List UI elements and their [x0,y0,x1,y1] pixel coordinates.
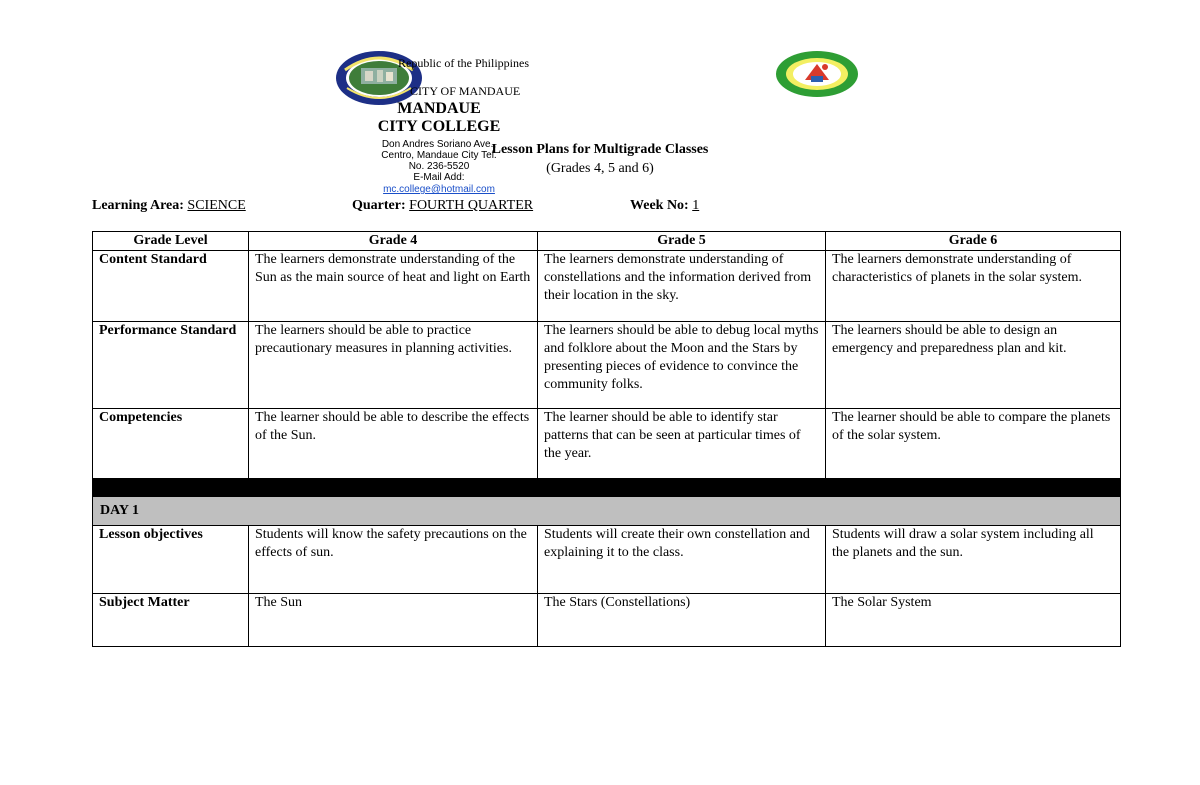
header-grade-6: Grade 6 [826,232,1121,251]
week [630,198,699,214]
table-row [93,251,1121,322]
college-name-line1: MANDAUE [397,100,481,117]
week-value: 1 [692,198,700,213]
divider-bar [93,479,1121,497]
cell-grade-4: The learners should be able to practice precautionary measures in planning activities. [249,322,538,409]
week-label: Week No: [630,198,689,213]
cell-grade-4: The Sun [249,594,538,647]
cell-grade-5: The Stars (Constellations) [538,594,826,647]
row-label-competencies: Competencies [93,409,249,479]
day-row [93,497,1121,526]
header-grade-4: Grade 4 [249,232,538,251]
table-row [93,526,1121,594]
quarter-label: Quarter: [352,198,406,213]
table-row [93,409,1121,479]
cell-grade-6: The learners demonstrate understanding of characteristics of planets in the solar system. [826,251,1121,322]
document-title: Lesson Plans for Multigrade Classes [491,142,709,157]
learning-area-value: SCIENCE [187,198,246,213]
row-label-content-standard: Content Standard [93,251,249,322]
lesson-plan-table [92,231,1121,647]
cell-grade-5: The learner should be able to identify star patterns that can be seen at particular times of the year. [538,409,826,479]
address-line2: Centro, Mandaue City Tel. [381,150,497,161]
table-row [93,594,1121,647]
cell-grade-4: The learners demonstrate understanding of the Sun as the main source of heat and light on Earth [249,251,538,322]
header-grade-level: Grade Level [93,232,249,251]
college-name [330,100,548,136]
row-label-performance-standard: Performance Standard [93,322,249,409]
address-line4: E-Mail Add: [413,172,465,183]
cell-grade-4: The learner should be able to describe the effects of the Sun. [249,409,538,479]
cell-grade-5: Students will create their own constellation and explaining it to the class. [538,526,826,594]
section-divider [93,479,1121,497]
cell-grade-6: Students will draw a solar system including all the planets and the sun. [826,526,1121,594]
address-line3: No. 236-5520 [408,161,470,172]
document-subtitle: (Grades 4, 5 and 6) [546,161,654,176]
cell-grade-5: The learners demonstrate understanding of constellations and the information derived from their location in the sky. [538,251,826,322]
cell-grade-6: The Solar System [826,594,1121,647]
table-header-row [93,232,1121,251]
cell-grade-5: The learners should be able to debug local myths and folklore about the Moon and the Stars by presenting pieces of evidence to convince the community folks. [538,322,826,409]
cell-grade-6: The learner should be able to compare the planets of the solar system. [826,409,1121,479]
cell-grade-4: Students will know the safety precautions on the effects of sun. [249,526,538,594]
quarter [352,198,533,214]
college-name-line2: CITY COLLEGE [377,118,501,135]
day-label: DAY 1 [93,497,1121,526]
college-seal-logo [775,50,859,98]
city-of-text: CITY OF MANDAUE [410,84,521,98]
table-row [93,322,1121,409]
row-label-lesson-objectives: Lesson objectives [93,526,249,594]
address-line1: Don Andres Soriano Ave., [381,139,497,150]
learning-area-label: Learning Area: [92,198,184,213]
republic-text: Republic of the Philippines [398,56,529,70]
header-grade-5: Grade 5 [538,232,826,251]
cell-grade-6: The learners should be able to design an emergency and preparedness plan and kit. [826,322,1121,409]
row-label-subject-matter: Subject Matter [93,594,249,647]
learning-area [92,198,246,214]
email-link[interactable]: mc.college@hotmail.com [383,184,495,195]
quarter-value: FOURTH QUARTER [409,198,534,213]
